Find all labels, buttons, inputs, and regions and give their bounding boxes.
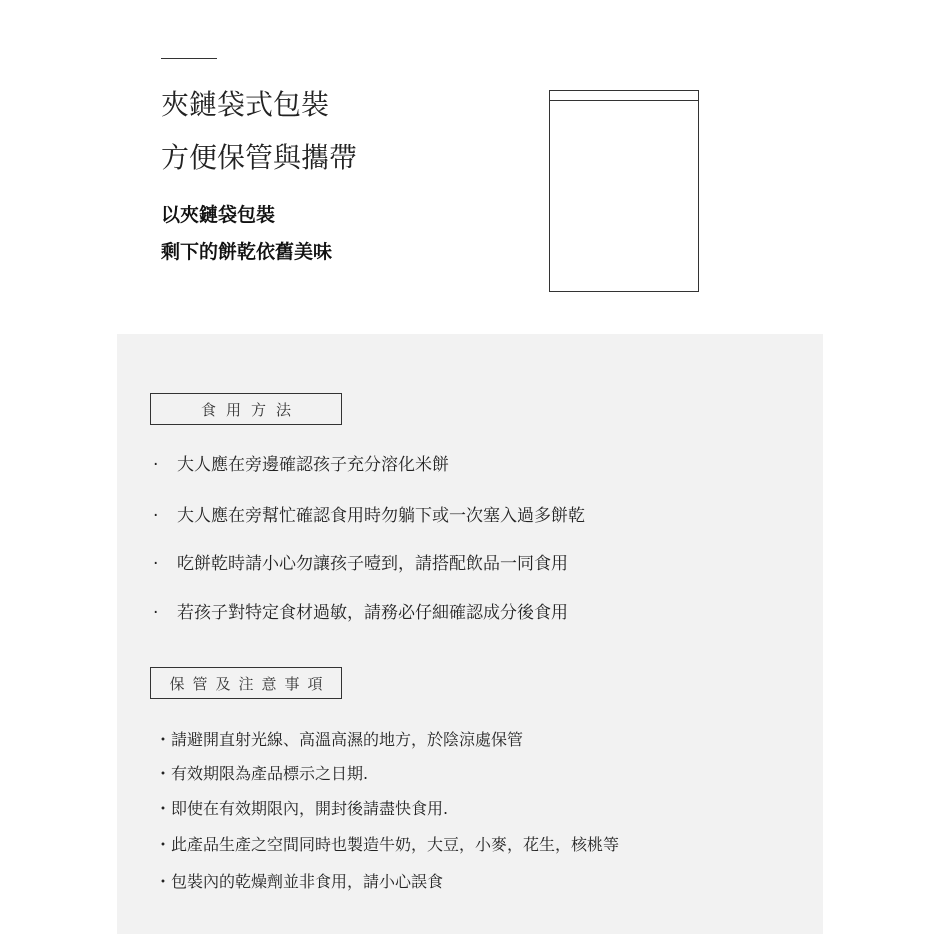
usage-item	[153, 505, 585, 527]
storage-item: ・有效期限為產品標示之日期.	[155, 764, 369, 783]
usage-item-text: 大人應在旁幫忙確認食用時勿躺下或一次塞入過多餅乾	[177, 506, 585, 526]
storage-section-title: 保管及注意事項	[150, 667, 342, 699]
headline-line-1: 夾鏈袋式包裝	[161, 88, 330, 121]
top-rule	[161, 58, 217, 59]
usage-item-text: 吃餅乾時請小心勿讓孩子噎到，請搭配飲品一同食用	[177, 554, 568, 574]
bullet-dot: ·	[153, 455, 159, 475]
usage-item	[153, 602, 568, 624]
bullet-dot: ·	[153, 603, 159, 623]
bullet-dot: ·	[153, 506, 159, 526]
zipper-line	[550, 100, 698, 101]
subline-line-1: 以夾鏈袋包裝	[161, 204, 276, 226]
usage-section-title: 食用方法	[150, 393, 342, 425]
zipper-bag-illustration	[549, 90, 699, 292]
usage-item-text: 若孩子對特定食材過敏，請務必仔細確認成分後食用	[177, 603, 568, 623]
usage-item-text: 大人應在旁邊確認孩子充分溶化米餅	[177, 455, 449, 475]
storage-item: ・請避開直射光線、高溫高濕的地方，於陰涼處保管	[155, 730, 524, 749]
headline-line-2: 方便保管與攜帶	[161, 141, 358, 174]
bullet-dot: ·	[153, 554, 159, 574]
usage-item	[153, 454, 449, 476]
storage-item: ・即使在有效期限內，開封後請盡快食用.	[155, 799, 449, 818]
usage-item	[153, 553, 568, 575]
storage-item: ・包裝內的乾燥劑並非食用，請小心誤食	[155, 872, 444, 891]
info-panel	[117, 334, 823, 934]
subline-line-2: 剩下的餅乾依舊美味	[161, 241, 333, 263]
storage-item: ・此產品生產之空間同時也製造牛奶，大豆，小麥，花生，核桃等	[155, 835, 620, 854]
